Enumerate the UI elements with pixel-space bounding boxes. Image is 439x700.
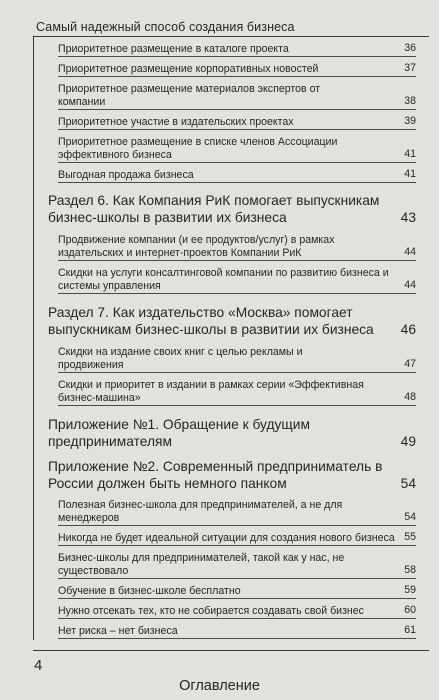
running-footer: Оглавление <box>179 678 260 694</box>
toc-entry: Полезная бизнес-школа для предпринимателей, а не для менеджеров 54 <box>58 499 416 524</box>
toc-section: Приложение №1. Обращение к будущим предпринимателям 49 <box>48 417 416 449</box>
toc-entry: Скидки на услуги консалтинговой компании по развитию бизнеса и системы управления 44 <box>58 267 416 292</box>
page-number: 4 <box>34 657 43 674</box>
toc-entry: Бизнес-школы для предпринимателей, такой как у нас, не существовало 58 <box>58 552 416 577</box>
toc-entry: Нужно отсекать тех, кто не собирается создавать свой бизнес 60 <box>58 604 416 617</box>
toc-entry: Приоритетное размещение в списке членов Ассоциации эффективного бизнеса 41 <box>58 136 416 161</box>
toc-entry: Приоритетное размещение корпоративных новостей 37 <box>58 62 416 75</box>
toc-section: Раздел 7. Как издательство «Москва» помогает выпускникам бизнес-школы в развитии их бизнеса 46 <box>48 305 416 337</box>
toc-entry: Продвижение компании (и ее продуктов/услуг) в рамках издательских и интернет-проектов Компании РиК 44 <box>58 234 416 259</box>
toc-entry: Скидки и приоритет в издании в рамках серии «Эффективная бизнес-машина» 48 <box>58 379 416 404</box>
toc-section: Раздел 6. Как Компания РиК помогает выпускникам бизнес-школы в развитии их бизнеса 43 <box>48 193 416 225</box>
toc-entry: Никогда не будет идеальной ситуации для создания нового бизнеса 55 <box>58 531 416 544</box>
toc-entry: Выгодная продажа бизнеса 41 <box>58 168 416 181</box>
toc-section: Приложение №2. Современный предприниматель в России должен быть немного панком 54 <box>48 459 416 491</box>
toc-entry: Обучение в бизнес-школе бесплатно 59 <box>58 584 416 597</box>
toc-entry: Приоритетное участие в издательских проектах 39 <box>58 115 416 128</box>
toc-entry: Нет риска – нет бизнеса 61 <box>58 624 416 637</box>
header-rule <box>33 36 429 37</box>
margin-rule <box>33 36 34 640</box>
running-header: Самый надежный способ создания бизнеса <box>36 20 295 34</box>
toc-entry: Приоритетное размещение в каталоге проекта 36 <box>58 42 416 55</box>
toc-entry: Скидки на издание своих книг с целью рекламы и продвижения 47 <box>58 346 416 371</box>
footer-rule <box>33 650 429 651</box>
table-of-contents <box>48 40 416 639</box>
toc-entry: Приоритетное размещение материалов экспертов от компании 38 <box>58 83 416 108</box>
